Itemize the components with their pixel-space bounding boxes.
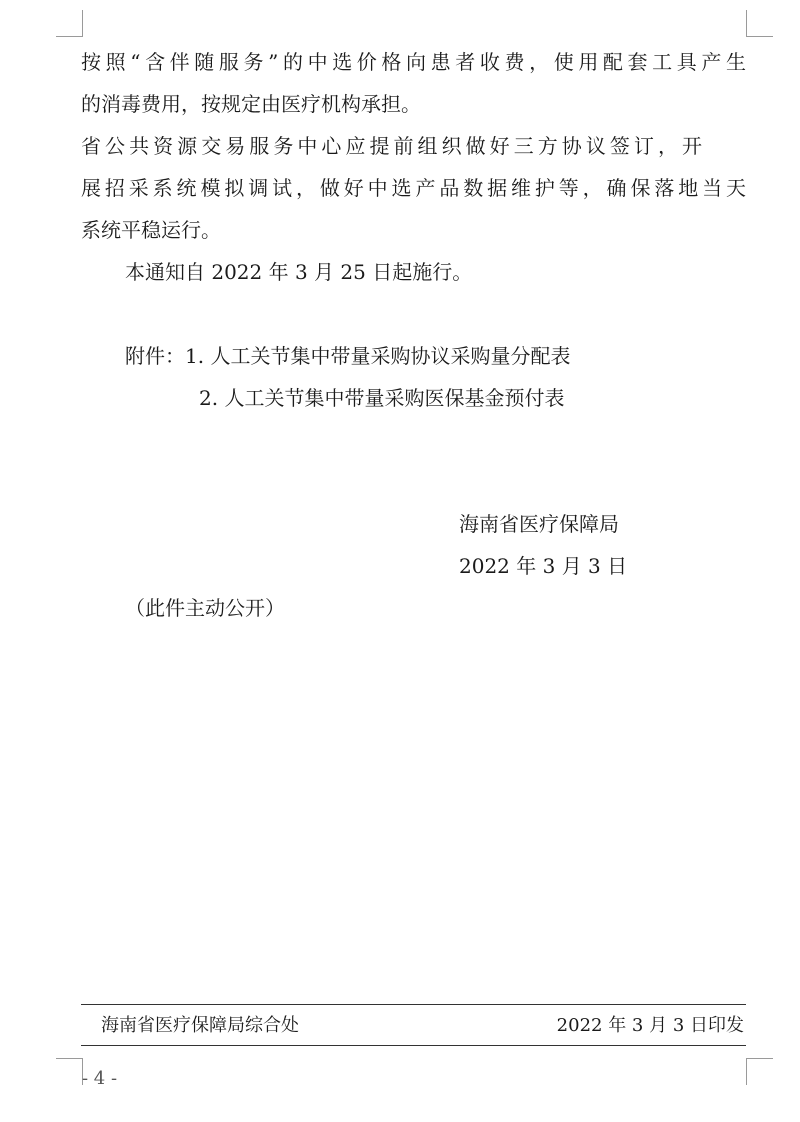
paragraph-2-line-3: 系统平稳运行。 [81,218,221,242]
effective-date-paragraph: 本通知自 2022 年 3 月 25 日起施行。 [125,260,473,284]
footer-issuer: 海南省医疗保障局综合处 [101,1015,299,1036]
paragraph-2-line-2: 展招采系统模拟调试，做好中选产品数据维护等，确保落地当天 [81,176,746,200]
paragraph-1-line-2: 的消毒费用，按规定由医疗机构承担。 [81,92,421,116]
crop-mark-bottom-left [56,1058,83,1085]
footer-top-rule [81,1004,746,1005]
page-number: - 4 - [82,1068,118,1089]
signature-date: 2022 年 3 月 3 日 [459,554,628,578]
paragraph-1-line-1: 按照“含伴随服务”的中选价格向患者收费，使用配套工具产生 [81,50,746,74]
crop-mark-top-left [56,10,83,37]
footer-bottom-rule [81,1045,746,1046]
signature-organization: 海南省医疗保障局 [459,512,619,536]
crop-mark-top-right [746,10,773,37]
crop-mark-bottom-right [746,1058,773,1085]
footer-print-date: 2022 年 3 月 3 日印发 [556,1015,744,1036]
disclosure-note: （此件主动公开） [125,596,285,620]
paragraph-2-line-1: 省公共资源交易服务中心应提前组织做好三方协议签订，开 [81,134,702,158]
attachment-item-1: 附件：1. 人工关节集中带量采购协议采购量分配表 [125,344,571,368]
attachment-item-2: 2. 人工关节集中带量采购医保基金预付表 [199,386,565,410]
